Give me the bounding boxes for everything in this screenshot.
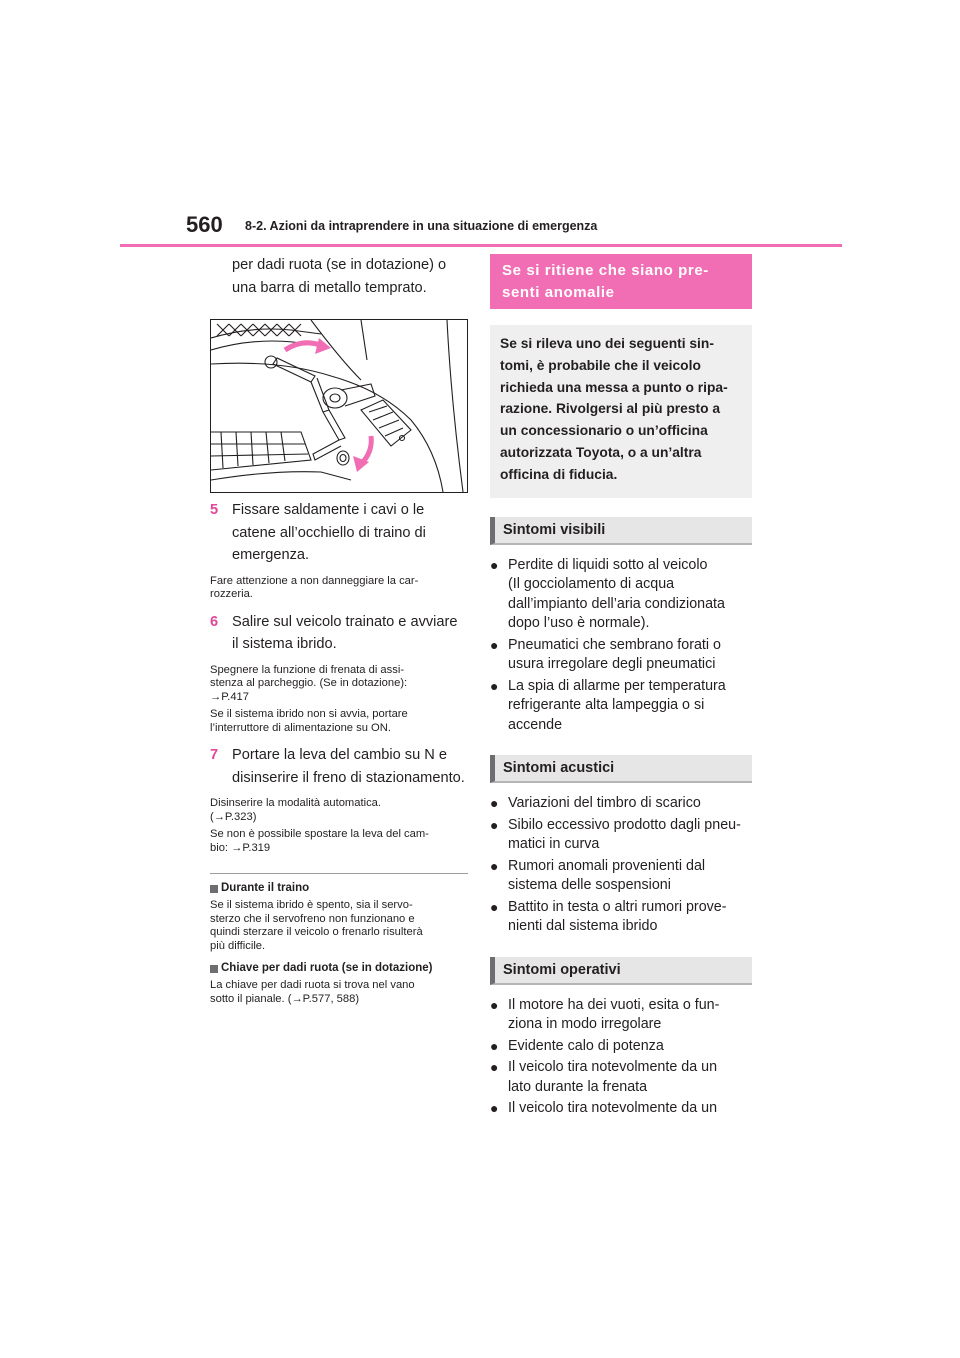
list-item: ● Il veicolo tira notevolmente da un lato durante la frenata [490,1058,752,1097]
square-bullet-icon [210,965,218,973]
towing-eyelet-illustration [210,319,468,493]
bullet-dot-icon: ● [490,556,499,573]
step-6-number: 6 [210,613,219,630]
bullet-dot-icon: ● [490,816,499,833]
note-towing: Durante il traino Se il sistema ibrido è spento, sia il servo- sterzo che il servofreno non funzionano e quindi sterzare il veicolo o frenarlo risulterà più difficile. [210,882,423,952]
section-heading-operational: Sintomi operativi [490,957,752,985]
notes-separator [210,873,468,874]
list-item: ● Variazioni del timbro di scarico [490,794,752,814]
list-operational [490,996,752,1119]
list-acoustic [490,794,752,937]
step-6: 6 Salire sul veicolo trainato e avviare il sistema ibrido. [210,611,468,656]
list-item: ● Sibilo eccessivo prodotto dagli pneu- matici in curva [490,816,752,855]
bullet-dot-icon: ● [490,636,499,653]
step-6-note-2: Se il sistema ibrido non si avvia, portare l’interruttore di alimentazione su ON. [210,708,408,734]
step-5-note: Fare attenzione a non danneggiare la car- rozzeria. [210,574,419,600]
step-7-number: 7 [210,747,219,763]
list-item: ● Rumori anomali provenienti dal sistema delle sospensioni [490,857,752,896]
bullet-dot-icon: ● [490,1037,499,1054]
step-7: 7 Portare la leva del cambio su N e disinserire il freno di stazionamento. [210,744,468,789]
square-bullet-icon [210,885,218,893]
list-item: ● Pneumatici che sembrano forati o usura irregolare degli pneumatici [490,636,752,675]
section-heading-acoustic: Sintomi acustici [490,755,752,783]
step-7-note-2: Se non è possibile spostare la leva del cam- bio: →P.319 [210,828,429,854]
header-rule [120,244,842,247]
list-item: ● Il motore ha dei vuoti, esita o fun- ziona in modo irregolare [490,996,752,1035]
bullet-dot-icon: ● [490,1100,499,1117]
bullet-dot-icon: ● [490,898,499,915]
list-item: ● Evidente calo di potenza [490,1037,752,1057]
info-box: Se si rileva uno dei seguenti sin- tomi, è probabile che il veicolo richieda una messa a punto o ripa- razione. Rivolgersi al più presto a un concessionario o un’officina autorizzata Toyota, o a un’altra officina di fiducia. [490,325,752,498]
step-5: 5 Fissare saldamente i cavi o le catene all’occhiello di traino di emergenza. [210,499,468,567]
left-column [210,254,468,1006]
bullet-dot-icon: ● [490,996,499,1013]
list-visible [490,556,752,736]
chapter-title: 8-2. Azioni da intraprendere in una situazione di emergenza [245,219,598,233]
note-wheel-wrench: Chiave per dadi ruota (se in dotazione) La chiave per dadi ruota si trova nel vano sotto il pianale. (→P.577, 588) [210,962,433,1005]
section-banner: Se si ritiene che siano pre- senti anomalie [490,254,752,309]
bullet-dot-icon: ● [490,677,499,694]
step-5-number: 5 [210,502,219,518]
step-6-note-1: Spegnere la funzione di frenata di assi- stenza al parcheggio. (Se in dotazione): →P.417 [210,663,408,703]
towing-eyelet-drawing [211,320,467,492]
list-item: ● Il veicolo tira notevolmente da un [490,1099,752,1119]
list-item: ● Perdite di liquidi sotto al veicolo (Il gocciolamento di acqua dall’impianto dell’aria condizionata dopo l’uso è normale). [490,556,752,634]
step-7-note-1: Disinserire la modalità automatica. (→P.323) [210,797,381,823]
bullet-dot-icon: ● [490,857,499,874]
right-column [490,254,752,1121]
section-heading-visible: Sintomi visibili [490,517,752,545]
bullet-dot-icon: ● [490,1059,499,1076]
list-item: ● La spia di allarme per temperatura refrigerante alta lampeggia o si accende [490,677,752,736]
intro-text: per dadi ruota (se in dotazione) o una barra di metallo temprato. [232,257,447,296]
list-item: ● Battito in testa o altri rumori prove- nienti dal sistema ibrido [490,898,752,937]
bullet-dot-icon: ● [490,795,499,812]
page-number: 560 [186,212,223,237]
